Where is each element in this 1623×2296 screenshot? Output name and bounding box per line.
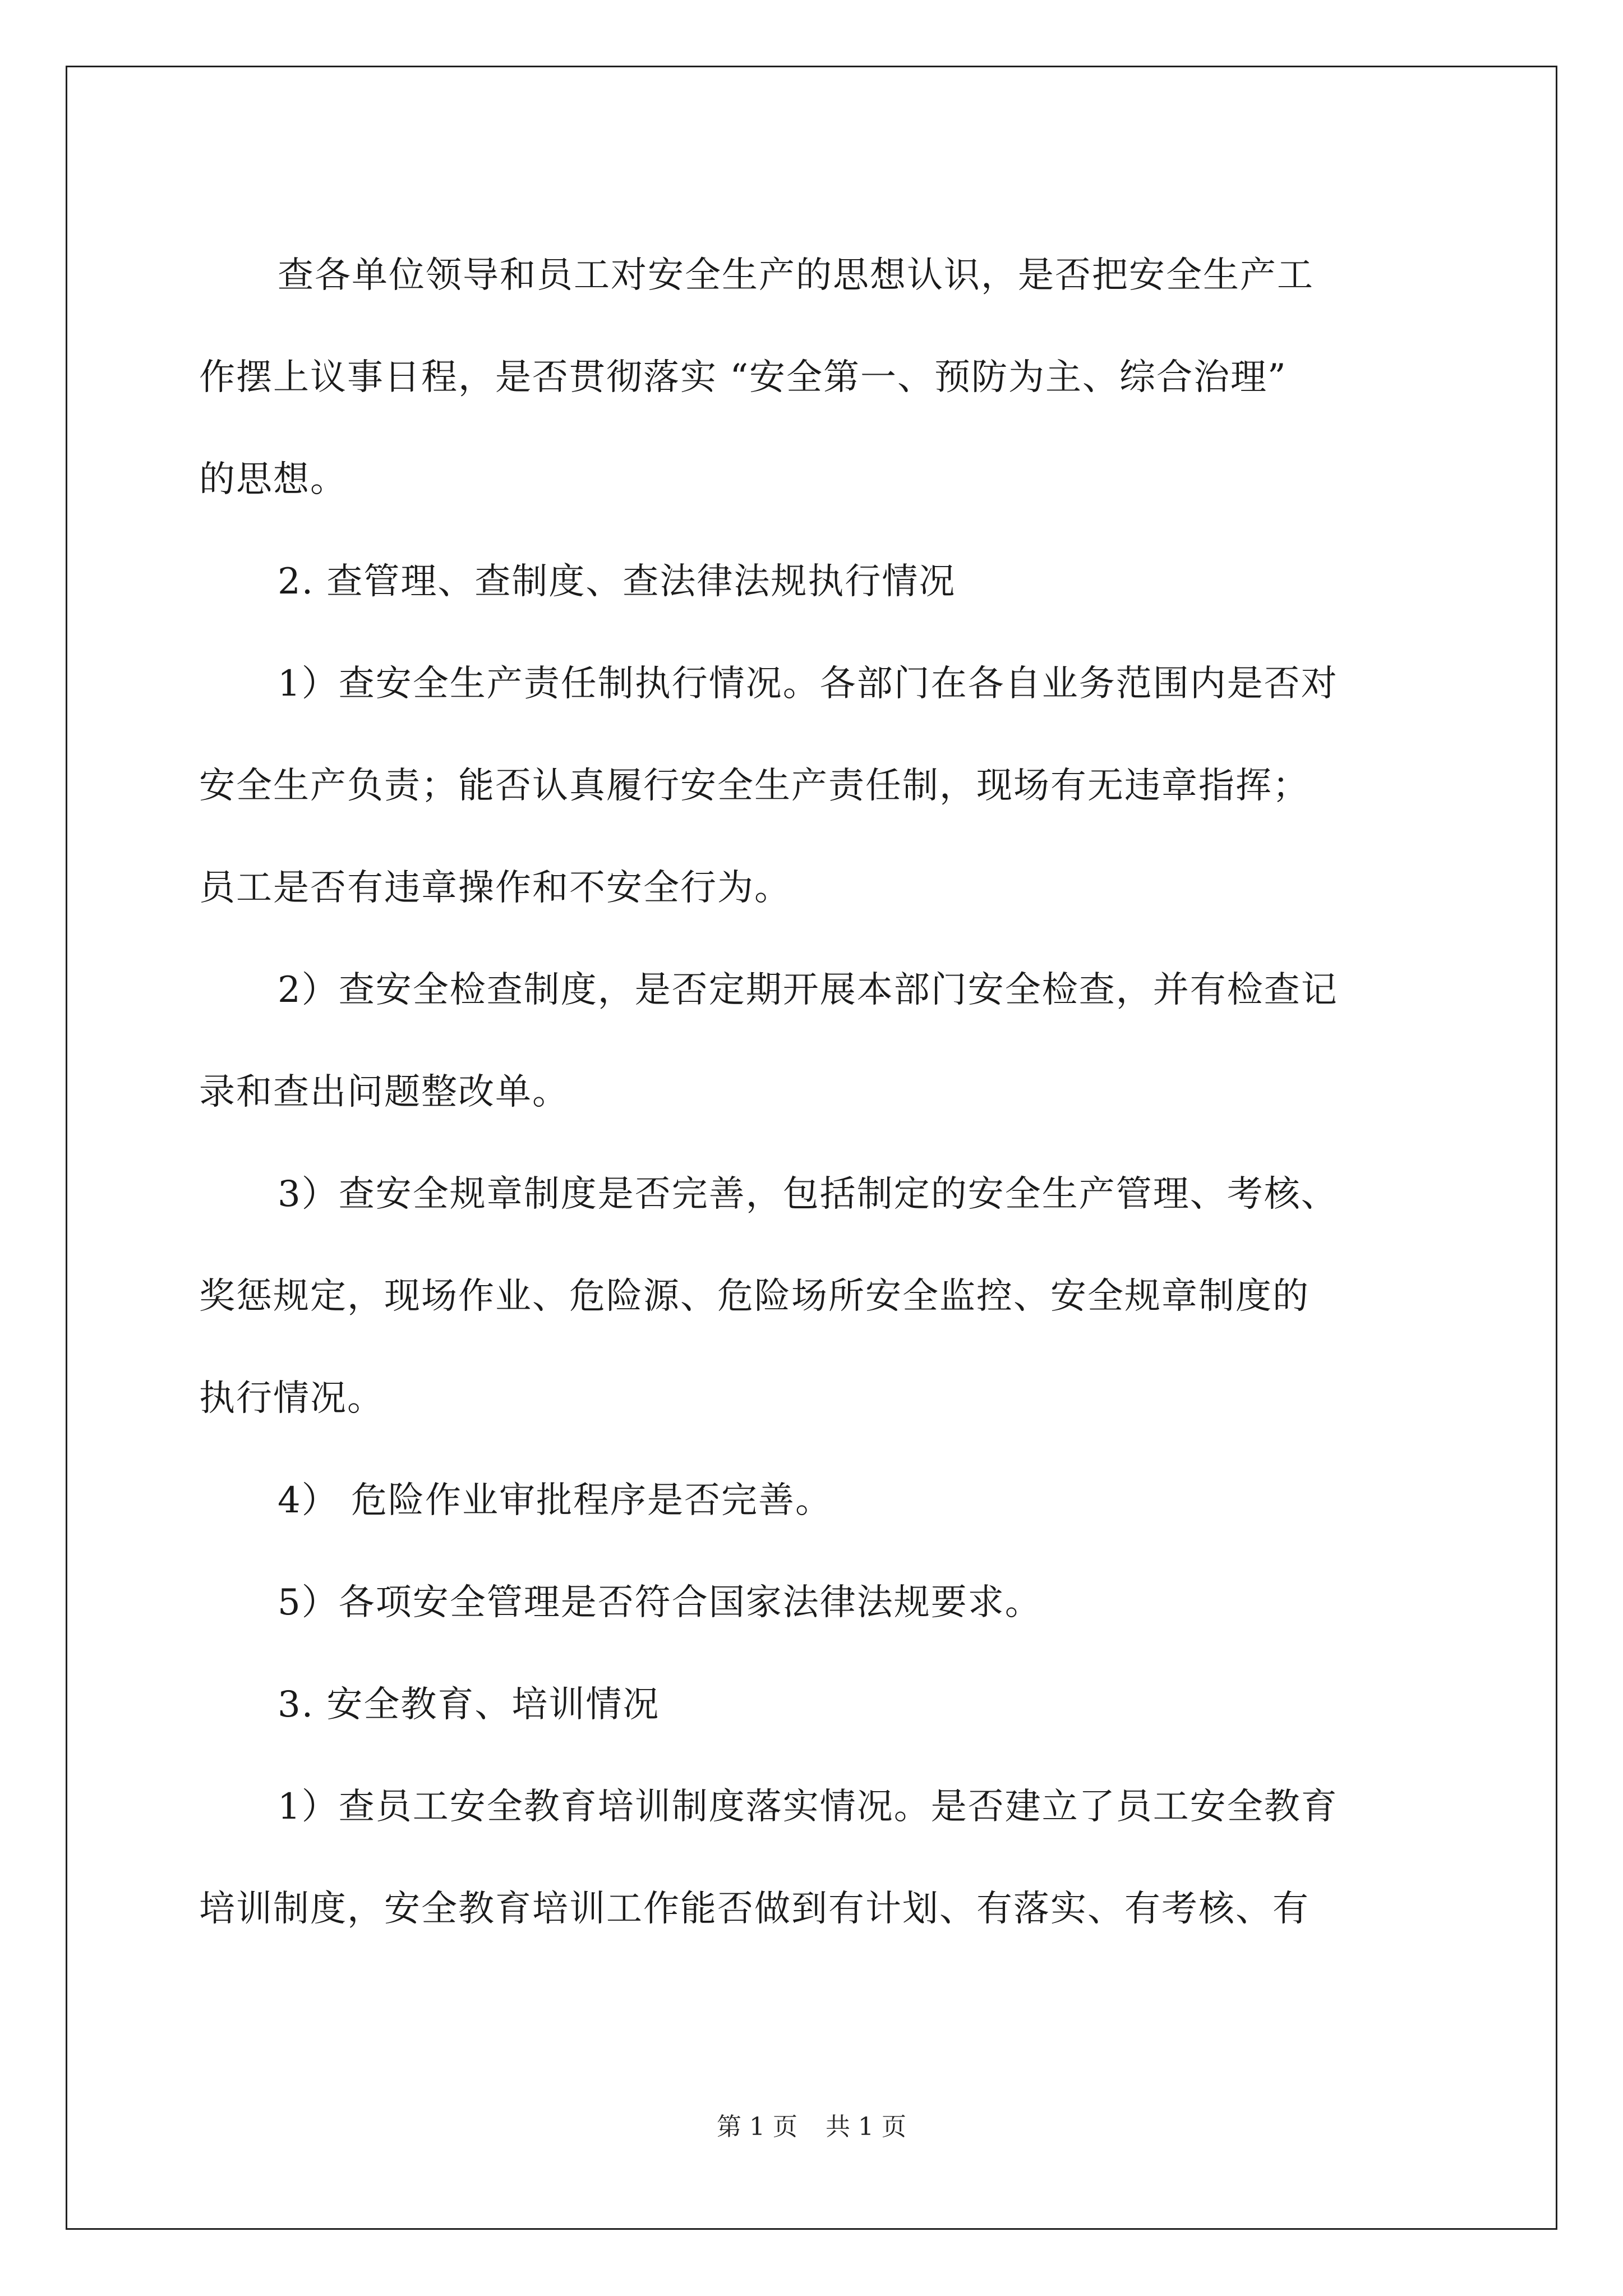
paragraph-responsibility-system	[199, 633, 1461, 939]
paragraph-rules-completeness	[199, 1143, 1461, 1450]
text-line: 奖惩规定，现场作业、危险源、危险场所安全监控、安全规章制度的	[199, 1276, 1310, 1317]
text-line: 2）查安全检查制度，是否定期开展本部门安全检查，并有检查记	[278, 969, 1338, 1011]
text-line: 2. 查管理、查制度、查法律法规执行情况	[278, 561, 956, 602]
paragraph-training-system	[199, 1756, 1461, 1960]
page-footer	[0, 2106, 1623, 2142]
text-line: 1）查员工安全教育培训制度落实情况。是否建立了员工安全教育	[278, 1786, 1338, 1828]
text-line: 员工是否有违章操作和不安全行为。	[199, 867, 791, 909]
text-line: 录和查出问题整改单。	[199, 1071, 569, 1113]
text-line: 3）查安全规章制度是否完善，包括制定的安全生产管理、考核、	[278, 1174, 1338, 1215]
text-line: 4） 危险作业审批程序是否完善。	[278, 1480, 833, 1521]
text-line: 1）查安全生产责任制执行情况。各部门在各自业务范围内是否对	[278, 663, 1338, 705]
text-line: 作摆上议事日程，是否贯彻落实 “安全第一、预防为主、综合治理”	[199, 357, 1287, 398]
paragraph-legal-compliance	[199, 1552, 1461, 1654]
paragraph-ideology-check	[199, 224, 1461, 531]
text-line: 查各单位领导和员工对安全生产的思想认识，是否把安全生产工	[278, 255, 1314, 296]
page-total: 共 1 页	[826, 2113, 906, 2141]
page-number: 第 1 页	[717, 2113, 797, 2141]
text-line: 执行情况。	[199, 1378, 384, 1419]
text-line: 的思想。	[199, 459, 347, 500]
section-heading-education	[199, 1654, 1461, 1756]
paragraph-hazardous-approval	[199, 1450, 1461, 1552]
text-line: 3. 安全教育、培训情况	[278, 1684, 660, 1726]
text-line: 安全生产负责；能否认真履行安全生产责任制，现场有无违章指挥；	[199, 765, 1310, 807]
text-line: 5）各项安全管理是否符合国家法律法规要求。	[278, 1582, 1042, 1623]
paragraph-inspection-system	[199, 939, 1461, 1143]
section-heading-management	[199, 531, 1461, 633]
text-line: 培训制度，安全教育培训工作能否做到有计划、有落实、有考核、有	[199, 1888, 1310, 1930]
document-body	[199, 224, 1461, 1960]
